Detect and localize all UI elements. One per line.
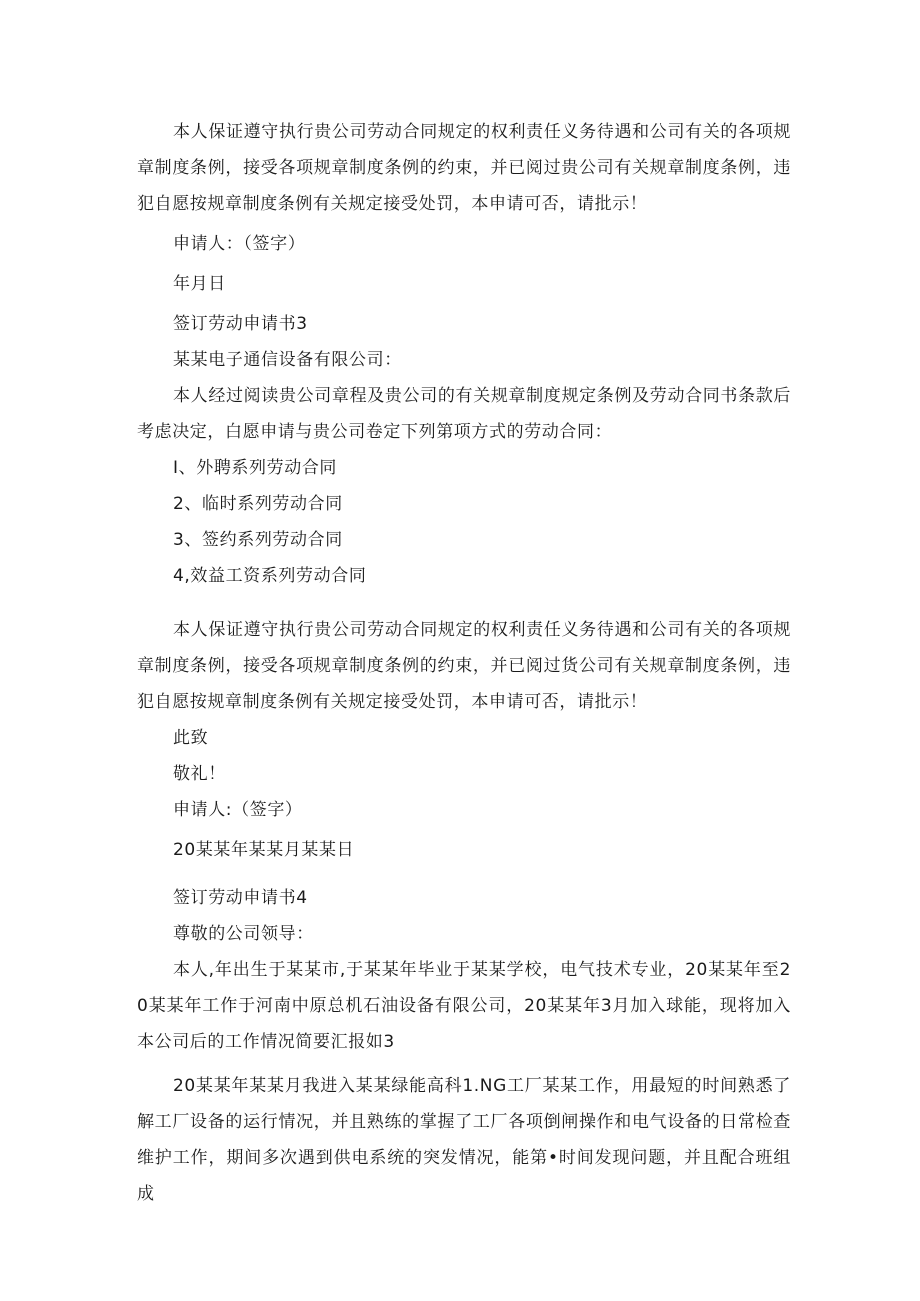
option-item-4: 4,效益工资系列劳动合同 [173,566,367,586]
paragraph-commitment-1: 本人保证遵守执行贵公司劳动合同规定的权利责任义务待遇和公司有关的各项规章制度条例，接受各项规章制度条例的约束，并已阅过贵公司有关规章制度条例，违犯自愿按规章制度条例有关规定接受处罚，本申请可否，请批示！ [137,122,791,214]
option-item-1: I、外聘系列劳动合同 [173,458,338,478]
section-heading-3: 签订劳动申请书3 [173,314,308,334]
closing-greeting-2: 敬礼！ [173,764,226,784]
addressee-4: 尊敬的公司领导： [173,924,314,944]
paragraph-application-intro: 本人经过阅读贵公司章程及贵公司的有关规章制度规定条例及劳动合同书条款后考虑决定，白愿申请与贵公司卷定下列第项方式的劳动合同： [137,386,791,442]
date-line-2: 20某某年某某月某某日 [173,840,355,860]
closing-greeting-1: 此致 [173,728,209,748]
applicant-signature-1: 申请人：（签字） [173,234,306,254]
paragraph-commitment-2: 本人保证遵守执行贵公司劳动合同规定的权利责任义务待遇和公司有关的各项规章制度条例，接受各项规章制度条例的约束，并已阅过货公司有关规章制度条例，违犯自愿按规章制度条例有关规定接受处罚，本申请可否，请批示！ [137,620,791,712]
option-item-3: 3、签约系列劳动合同 [173,530,343,550]
section-heading-4: 签订劳动申请书4 [173,888,308,908]
option-item-2: 2、临时系列劳动合同 [173,494,343,514]
date-line-1: 年月日 [173,274,226,294]
document-body [137,114,791,1212]
paragraph-self-introduction: 本人,年出生于某某市,于某某年毕业于某某学校，电气技术专业，20某某年至20某某年工作于河南中原总机石油设备有限公司，20某某年3月加入球能，现将加入本公司后的工作情况简要汇报如3 [137,960,791,1052]
paragraph-work-report: 20某某年某某月我进入某某绿能高科1.NG工厂某某工作，用最短的时间熟悉了解工厂设备的运行情况，并且熟练的掌握了工厂各项倒闸操作和电气设备的日常检查维护工作，期间多次遇到供电系统的突发情况，能第•时间发现问题，并且配合班组成 [137,1076,791,1204]
addressee-3: 某某电子通信设备有限公司： [173,350,402,370]
applicant-signature-2: 申请人:（签字） [173,800,303,820]
